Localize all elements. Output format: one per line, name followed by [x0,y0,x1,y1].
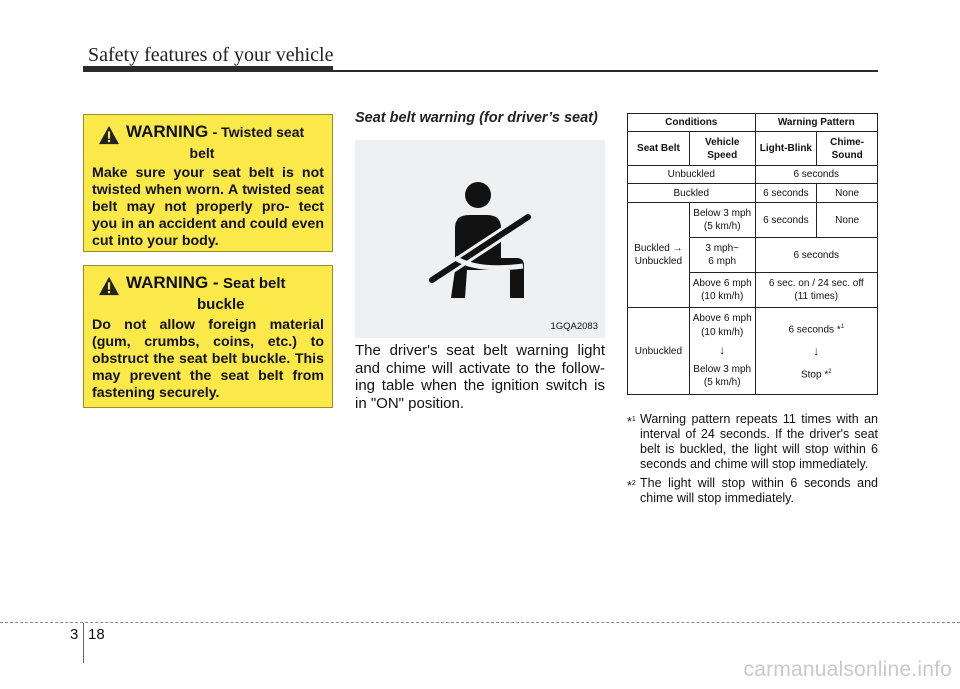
cell-speed-transition: Above 6 mph (10 km/h) ↓ Below 3 mph (5 km/h) [689,308,755,395]
cell-speed: Above 6 mph (10 km/h) [689,273,755,308]
footnotes [627,412,878,510]
cell-speed: Below 3 mph (5 km/h) [689,203,755,238]
cell-chime: None [817,184,878,203]
watermark: carmanualsonline.info [743,658,952,681]
footnote-text: The light will stop within 6 seconds and chime will stop immediately. [640,476,878,505]
footnote-marker: *$^1$ [627,415,636,430]
header-rule-thin [333,70,878,72]
arrow-down-icon: ↓ [719,343,726,358]
warning-triangle-icon [98,276,120,296]
cell-condition: Unbuckled [628,166,756,184]
arrow-down-icon: ↓ [813,343,820,358]
warning-subtitle-line1: Seat belt [223,275,286,292]
warning-heading [92,123,324,145]
header-light-blink: Light-Blink [755,132,817,166]
header-conditions: Conditions [628,114,756,132]
footnote-1 [627,412,878,472]
cell-pattern: 6 sec. on / 24 sec. off (11 times) [755,273,877,308]
warning-box-twisted-belt [83,114,333,252]
warning-triangle-icon [98,125,120,145]
cell-condition: Buckled [628,184,756,203]
cell-pattern: 6 seconds [755,238,877,273]
cell-speed: 3 mph~ 6 mph [689,238,755,273]
warning-box-belt-buckle [83,265,333,408]
warning-label: WARNING - [126,273,219,292]
section-title: Seat belt warning (for driver’s seat) [355,110,598,126]
header-chime-sound: Chime- Sound [817,132,878,166]
header-vehicle-speed: Vehicle Speed [689,132,755,166]
chapter-number: 3 [70,626,79,643]
page-header-title: Safety features of your vehicle [88,44,334,66]
page-number: 18 [88,626,105,643]
warning-label: WARNING [126,122,209,141]
warning-text: Do not allow foreign material (gum, crumbs, coins, etc.) to obstruct the seat belt buckle. This may prevent the seat belt from fastening securely. [92,317,324,401]
warning-title [126,274,286,292]
footer-rule [0,622,960,623]
warning-heading [92,274,324,296]
cell-chime: None [817,203,878,238]
warning-subtitle-line2: buckle [197,296,245,313]
header-seat-belt: Seat Belt [628,132,690,166]
header-rule-thick [83,66,333,72]
seatbelt-person-icon [355,140,605,338]
cell-pattern-transition: 6 seconds *$^1$ ↓ Stop *$^2$ [755,308,877,395]
figure-code: 1GQA2083 [550,321,598,332]
cell-light: 6 seconds [755,184,817,203]
cell-seat-belt-group: Unbuckled [628,308,690,395]
header-warning-pattern: Warning Pattern [755,114,877,132]
warning-title [126,123,304,141]
seatbelt-warning-figure [355,140,605,338]
footnote-text: Warning pattern repeats 11 times with an interval of 24 seconds. If the driver's seat belt is buckled, the light will stop within 6 seconds and chime will stop immediately. [640,412,878,471]
warning-subtitle-line1: - Twisted seat [212,124,305,140]
page-number-divider [83,623,84,663]
footnote-2 [627,476,878,506]
warning-text: Make sure your seat belt is not twisted when worn. A twisted seat belt may not properly pro- tect you in an accident and could even cut into your body. [92,165,324,249]
cell-pattern: 6 seconds [755,166,877,184]
cell-seat-belt-group: Buckled → Unbuckled [628,203,690,308]
warning-pattern-table [627,113,878,395]
footnote-marker: *$^2$ [627,479,636,494]
section-body: The driver's seat belt warning light and chime will activate to the follow- ing table when the ignition switch is in "ON" position. [355,342,605,412]
cell-light: 6 seconds [755,203,817,238]
warning-subtitle-line2: belt [189,145,215,161]
